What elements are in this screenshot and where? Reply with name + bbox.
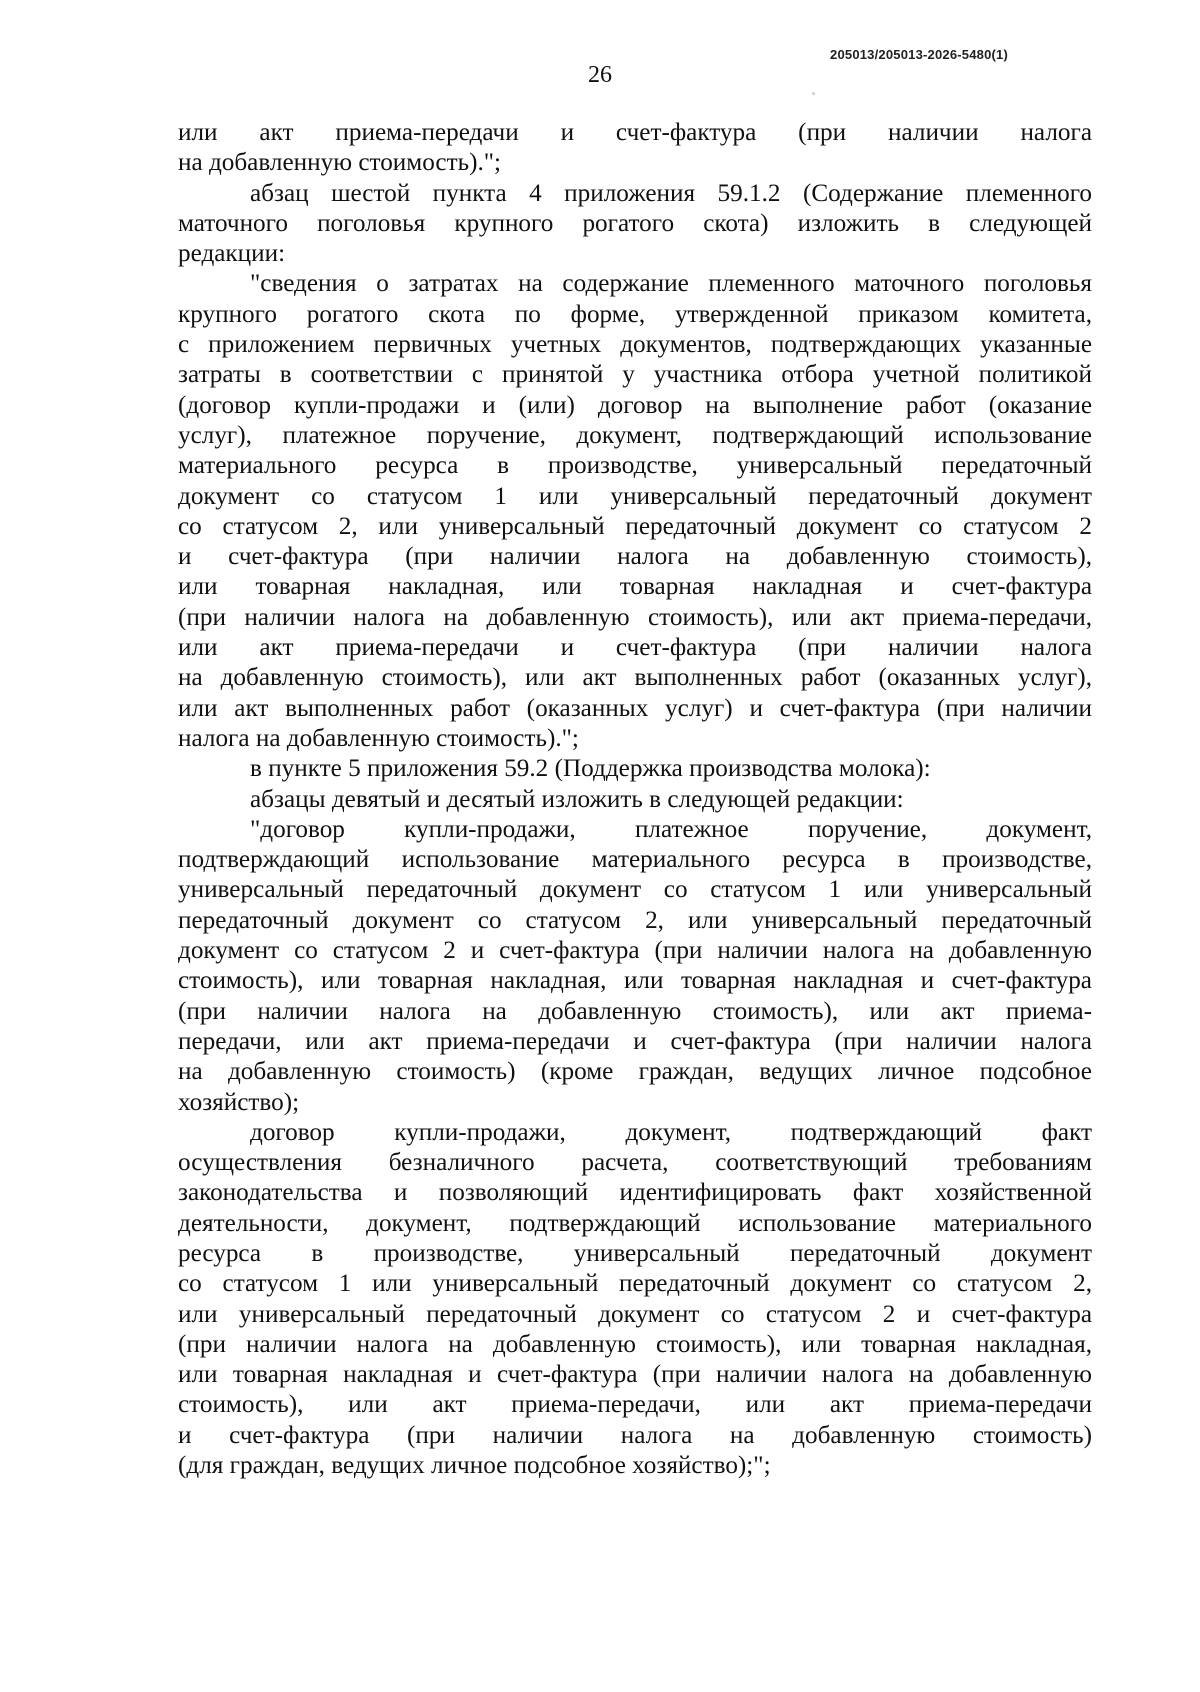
text-line: законодательства и позволяющий идентифицировать факт хозяйственной [178,1179,1092,1207]
text-line: документ со статусом 1 или универсальный передаточный документ [178,482,1092,510]
text-line: передачи, или акт приема-передачи и счет-фактура (при наличии налога [178,1027,1092,1055]
text-line: универсальный передаточный документ со статусом 1 или универсальный [178,876,1092,904]
text-line: документ со статусом 2 и счет-фактура (при наличии налога на добавленную [178,937,1092,965]
text-line: на добавленную стоимость), или акт выполненных работ (оказанных услуг), [178,664,1092,692]
text-line: крупного рогатого скота по форме, утвержденной приказом комитета, [178,300,1092,328]
text-line: или товарная накладная, или товарная накладная и счет-фактура [178,573,1092,601]
text-line: абзацы девятый и десятый изложить в следующей редакции: [250,785,904,813]
text-line: со статусом 2, или универсальный передаточный документ со статусом 2 [178,512,1092,540]
text-line: материального ресурса в производстве, универсальный передаточный [178,452,1092,480]
text-line: в пункте 5 приложения 59.2 (Поддержка производства молока): [250,755,931,783]
text-line: стоимость), или акт приема-передачи, или акт приема-передачи [178,1391,1092,1419]
scan-artifact [812,92,815,95]
text-line: стоимость), или товарная накладная, или товарная накладная и счет-фактура [178,967,1092,995]
text-line: договор купли-продажи, документ, подтверждающий факт [250,1118,1092,1146]
text-line: или акт выполненных работ (оказанных услуг) и счет-фактура (при наличии [178,694,1092,722]
text-line: "сведения о затратах на содержание племенного маточного поголовья [250,270,1092,298]
text-line: хозяйство); [178,1088,300,1116]
document-body [178,118,1092,1481]
text-line: с приложением первичных учетных документов, подтверждающих указанные [178,331,1092,359]
text-line: (при наличии налога на добавленную стоимость), или акт приема- [178,997,1092,1025]
text-line: маточного поголовья крупного рогатого скота) изложить в следующей [178,209,1092,237]
text-line: или акт приема-передачи и счет-фактура (при наличии налога [178,119,1092,146]
text-line: и счет-фактура (при наличии налога на добавленную стоимость), [178,543,1092,571]
document-registration-number: 205013/205013-2026-5480(1) [830,47,1008,62]
text-line: затраты в соответствии с принятой у участника отбора учетной политикой [178,361,1092,389]
text-line: "договор купли-продажи, платежное поручение, документ, [250,815,1092,843]
text-line: редакции: [178,240,286,268]
text-line: (при наличии налога на добавленную стоимость), или акт приема-передачи, [178,603,1092,631]
text-line: подтверждающий использование материального ресурса в производстве, [178,846,1092,874]
text-line: (для граждан, ведущих личное подсобное хозяйство);"; [178,1452,771,1480]
text-line: деятельности, документ, подтверждающий использование материального [178,1209,1092,1237]
text-line: налога на добавленную стоимость)."; [178,724,579,752]
page-number: 26 [588,62,612,88]
text-line: ресурса в производстве, универсальный передаточный документ [178,1239,1092,1267]
text-line: на добавленную стоимость)."; [178,149,502,177]
text-line: (при наличии налога на добавленную стоимость), или товарная накладная, [178,1330,1092,1358]
text-line: на добавленную стоимость) (кроме граждан, ведущих личное подсобное [178,1058,1092,1086]
text-line: услуг), платежное поручение, документ, подтверждающий использование [178,421,1092,449]
text-line: или товарная накладная и счет-фактура (при наличии налога на добавленную [178,1361,1092,1389]
text-line: и счет-фактура (при наличии налога на добавленную стоимость) [178,1421,1092,1449]
text-line: (договор купли-продажи и (или) договор на выполнение работ (оказание [178,391,1092,419]
text-line: или акт приема-передачи и счет-фактура (при наличии налога [178,634,1092,662]
text-line: со статусом 1 или универсальный передаточный документ со статусом 2, [178,1270,1092,1298]
text-line: или универсальный передаточный документ со статусом 2 и счет-фактура [178,1300,1092,1328]
text-line: передаточный документ со статусом 2, или универсальный передаточный [178,906,1092,934]
text-line: абзац шестой пункта 4 приложения 59.1.2 (Содержание племенного [250,179,1092,207]
text-line: осуществления безналичного расчета, соответствующий требованиям [178,1149,1092,1177]
